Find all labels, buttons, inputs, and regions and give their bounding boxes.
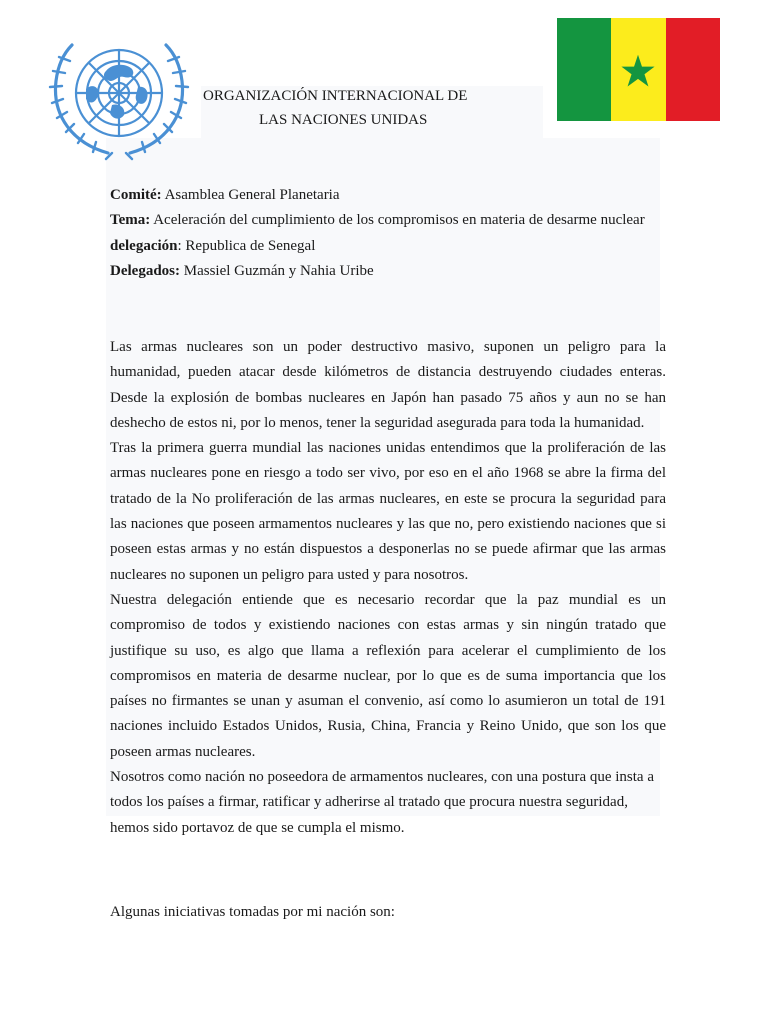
topic-label: Tema: xyxy=(110,212,151,229)
committee-row xyxy=(110,183,670,208)
title-line-1: ORGANIZACIÓN INTERNACIONAL DE xyxy=(203,88,468,104)
delegates-label: Delegados: xyxy=(110,262,180,279)
delegates-value: Massiel Guzmán y Nahia Uribe xyxy=(183,262,374,279)
committee-label: Comité: xyxy=(110,187,162,203)
flag-yellow-band xyxy=(611,18,665,121)
flag-red-band xyxy=(666,18,720,121)
topic-value: Aceleración del cumplimiento de los compromisos en materia de desarme nuclear xyxy=(153,212,645,229)
paragraph: Nosotros como nación no poseedora de armamentos nucleares, con una postura que insta a todos los países a firmar, ratificar y adherirse al tratado que procura nuestra seguridad, hemos sido portavoz de que se cumpla el mismo. xyxy=(110,769,654,836)
delegation-value: : Republica de Senegal xyxy=(177,237,316,254)
paragraph: Las armas nucleares son un poder destructivo masivo, suponen un peligro para la humanidad, pueden atacar desde kilómetros de distancia destruyendo ciudades enteras. Desde la explosión de bombas nucleares en Japón han pasado 75 años y aun no se han deshecho de estos ni, por lo menos, tener la seguridad asegurada para toda la humanidad. xyxy=(110,339,666,431)
title-line-2: LAS NACIONES UNIDAS xyxy=(259,112,428,128)
senegal-flag-icon xyxy=(557,18,720,121)
topic-row xyxy=(110,208,670,233)
flag-green-band xyxy=(557,18,611,121)
committee-value: Asamblea General Planetaria xyxy=(164,187,340,203)
paragraph: Tras la primera guerra mundial las naciones unidas entendimos que la proliferación de las armas nucleares pone en riesgo a todo ser vivo, por eso en el año 1968 se abre la firma del tratado de la No proliferación de las armas nucleares, en este se procura la seguridad para las naciones que poseen armamentos nucleares y las que no, pero existiendo naciones que si poseen estas armas y no están dispuestos a desponerlas no se puede afirmar que las armas nucleares no suponen un peligro para usted y para nosotros. xyxy=(110,440,666,583)
position-paper-body xyxy=(110,335,666,841)
paragraph: Nuestra delegación entiende que es necesario recordar que la paz mundial es un compromiso de todos y existiendo naciones con estas armas y sin ningún tratado que justifique su uso, es algo que llama a reflexión para acelerar el cumplimiento de los compromisos en materia de desarme nuclear, por lo que es de suma importancia que los países no firmantes se unan y asuman el convenio, así como lo asumieron un total de 191 naciones incluido Estados Unidos, Rusia, China, Francia y Reino Unido, que son los que poseen armas nucleares. xyxy=(110,591,666,760)
delegates-row xyxy=(110,259,670,284)
delegation-row xyxy=(110,234,670,259)
initiatives-intro: Algunas iniciativas tomadas por mi nación son: xyxy=(110,904,395,920)
delegation-label: delegación xyxy=(110,237,178,254)
un-emblem-icon xyxy=(46,33,192,161)
star-icon xyxy=(620,53,656,89)
organization-title xyxy=(203,84,503,132)
document-metadata xyxy=(110,183,670,284)
